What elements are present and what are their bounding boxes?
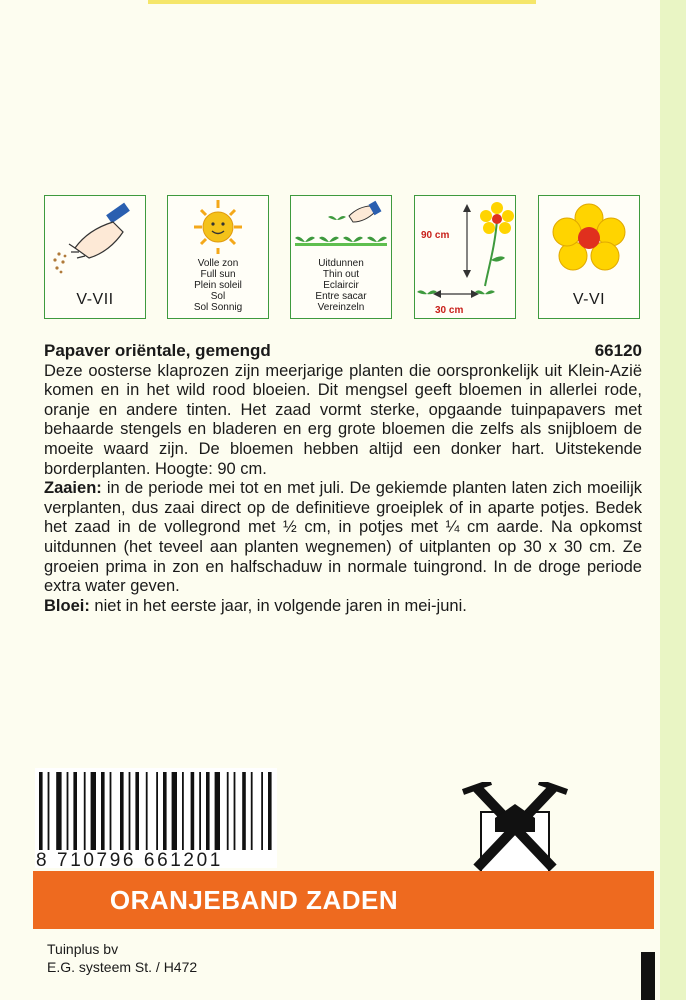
barcode-bar [163,772,167,850]
barcode-bar [172,772,177,850]
barcode-bar [101,772,105,850]
caption-line: Uitdunnen [318,258,364,269]
description-text: Deze oosterse klaprozen zijn meerjarige planten die oorspronkelijk uit Klein-Azië komen en in het wild rood bloeien. Dit mengsel geeft bloemen in allerlei rode, oranje en andere tinten. Het zaad vormt sterke, opgaande tuinpapavers met behaarde stengels en bladeren en erg grote bloemen die zelfs als snijbloem de moeite waard zijn. De bloemen hebben altijd een donker hart. Uitstekende borderplanten. Hoogte: 90 cm. [44,361,642,478]
caption-line: Entre sacar [315,291,367,302]
barcode-bar [48,772,50,850]
icon-card-sowing [44,195,146,319]
company-info [47,940,197,976]
sowing-paragraph [44,479,642,597]
bloom-text: niet in het eerste jaar, in volgende jaren in mei-juni. [89,596,467,615]
sowing-heading: Zaaien: [44,479,102,498]
barcode-bar [251,772,253,850]
icon-card-sun [167,195,269,319]
barcode-bar [39,772,43,850]
barcode-bar [156,772,158,850]
caption-line: Plein soleil [194,280,242,291]
barcode-bar [84,772,86,850]
flowering-period: V-VI [572,291,606,308]
caption-line: Sol [210,291,226,302]
barcode-number: 8 710796 661201 [36,850,223,871]
seedlings-icon [291,196,391,256]
barcode-bar [146,772,148,850]
bloom-paragraph [44,597,642,617]
caption-line: Thin out [322,269,360,280]
spacing-value: 30 cm [435,305,464,316]
top-color-bar [148,0,536,4]
brand-banner [33,871,654,929]
barcode-bar [120,772,124,850]
thin-out-caption [291,258,391,313]
barcode-bar [234,772,236,850]
sowing-hand-icon [45,196,145,286]
barcode-bar [191,772,195,850]
sun-caption [168,258,268,313]
company-code: E.G. systeem St. / H472 [47,959,198,975]
barcode-bar [91,772,96,850]
product-description-block [44,341,642,616]
barcode-bar [56,772,61,850]
barcode-bar [73,772,77,850]
barcode-bar [206,772,210,850]
barcode-bar [67,772,69,850]
title-row [44,341,642,361]
barcode-bar [227,772,229,850]
windmill-logo [455,782,575,874]
height-value: 90 cm [421,230,450,241]
bottom-mark [641,952,655,1000]
barcode-bar [215,772,220,850]
icon-card-thin-out [290,195,392,319]
sowing-text: in de periode mei tot en met juli. De gekiemde planten laten zich moeilijk verplanten, dus zaai direct op de definitieve groeiplek of in aparte potjes. Bedek het zaad in de vollegrond met ½ cm, in potjes met ¼ cm aarde. Na opkomst uitdunnen (het teveel aan planten wegnemen) of uitplanten op 30 x 30 cm. Ze groeien prima in zon en halfschaduw in normale tuingrond. In de droge periode extra water geven. [44,479,642,596]
barcode-bar [199,772,201,850]
barcode-bar [129,772,131,850]
caption-line: Full sun [200,269,236,280]
sowing-period: V-VII [76,291,114,308]
sun-icon [168,196,268,256]
caption-line: Volle zon [197,258,239,269]
barcode-bar [182,772,184,850]
barcode-bar [135,772,139,850]
flower-icon [539,196,639,286]
plant-dimensions-icon [415,196,515,316]
product-number: 66120 [594,341,642,360]
barcode-bar [268,772,272,850]
icon-card-dimensions [414,195,516,319]
barcode-bar [242,772,246,850]
caption-line: Eclaircir [323,280,359,291]
right-edge-strip [660,0,686,1000]
brand-name: ORANJEBAND ZADEN [109,885,399,915]
caption-line: Sol Sonnig [193,302,243,313]
company-name: Tuinplus bv [47,941,119,957]
icon-card-flowering [538,195,640,319]
bloom-heading: Bloei: [44,596,90,615]
barcode-bar [110,772,112,850]
caption-line: Vereinzeln [317,302,365,313]
barcode-bar [261,772,263,850]
product-name: Papaver oriëntale, gemengd [44,341,271,360]
